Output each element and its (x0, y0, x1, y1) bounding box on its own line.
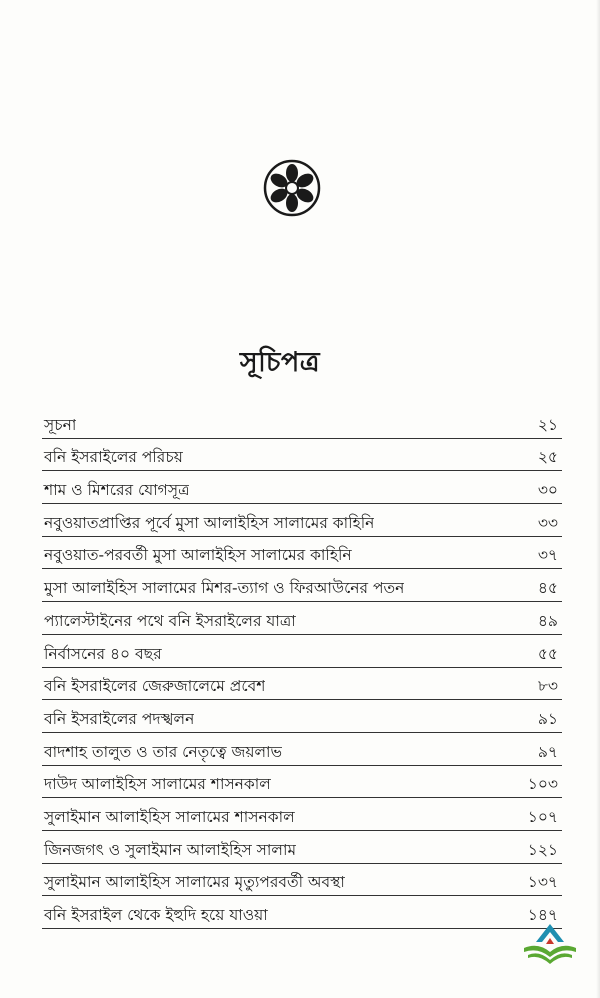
toc-entry-label: মুসা আলাইহিস সালামের মিশর-ত্যাগ ও ফিরআউনের পতন (44, 579, 405, 598)
flower-ornament-icon (262, 158, 322, 218)
toc-entry[interactable] (42, 504, 562, 537)
toc-entry[interactable] (42, 831, 562, 864)
toc-entry-page: ৩০ (537, 481, 558, 500)
toc-entry[interactable] (42, 406, 562, 439)
toc-entry-label: বনি ইসরাইলের পদস্খলন (44, 709, 195, 728)
toc-entry[interactable] (42, 537, 562, 570)
toc-entry-page: ২১ (537, 415, 558, 434)
toc-entry-page: ২৫ (537, 448, 558, 467)
page-edge (596, 0, 600, 998)
toc-entry-page: ১২১ (527, 840, 558, 859)
toc-entry-page: ৯৭ (537, 742, 558, 761)
toc-entry[interactable] (42, 798, 562, 831)
toc-entry[interactable] (42, 896, 562, 929)
toc-entry-label: সূচনা (44, 415, 77, 434)
toc-entry-label: বনি ইসরাইলের জেরুজালেমে প্রবেশ (44, 677, 266, 696)
toc-entry-page: ৯১ (537, 709, 558, 728)
book-publisher-logo-icon (520, 920, 580, 970)
toc-entry-page: ১০৩ (527, 775, 558, 794)
toc-entry-label: সুলাইমান আলাইহিস সালামের মৃত্যুপরবর্তী অবস্থা (44, 873, 345, 892)
toc-entry-label: জিনজগৎ ও সুলাইমান আলাইহিস সালাম (44, 840, 297, 859)
toc-entry-label: নবুওয়াত-পরবর্তী মুসা আলাইহিস সালামের কাহিনি (44, 546, 352, 565)
toc-entry-label: নির্বাসনের ৪০ বছর (44, 644, 162, 663)
toc-entry[interactable] (42, 700, 562, 733)
toc-entry-page: ১০৭ (527, 807, 558, 826)
toc-entry-page: ৩৭ (537, 546, 558, 565)
toc-entry[interactable] (42, 864, 562, 897)
toc-entry[interactable] (42, 733, 562, 766)
toc-entry-page: ৫৫ (537, 644, 558, 663)
toc-entry-label: সুলাইমান আলাইহিস সালামের শাসনকাল (44, 807, 295, 826)
toc-entry-label: বনি ইসরাইল থেকে ইহুদি হয়ে যাওয়া (44, 906, 268, 924)
toc-entry[interactable] (42, 569, 562, 602)
toc-entry[interactable] (42, 439, 562, 472)
toc-title: সূচিপত্র (239, 347, 321, 378)
toc-entry[interactable] (42, 766, 562, 799)
toc-entry-page: ৪৯ (537, 611, 558, 630)
toc-entry-label: বাদশাহ তালুত ও তার নেতৃত্বে জয়লাভ (44, 742, 283, 761)
toc-entry-page: ১৩৭ (527, 873, 558, 892)
toc-entry-page: ৮৩ (537, 677, 558, 696)
toc-entry-page: ৩৩ (537, 513, 558, 532)
toc-entry[interactable] (42, 602, 562, 635)
toc-entry-page: ৪৫ (537, 579, 558, 598)
toc-entry[interactable] (42, 668, 562, 701)
toc-entry-label: প্যালেস্টাইনের পথে বনি ইসরাইলের যাত্রা (44, 611, 296, 630)
toc-entry[interactable] (42, 471, 562, 504)
toc-entry-page: ১৪৭ (527, 906, 558, 924)
toc-entry-label: নবুওয়াতপ্রাপ্তির পূর্বে মুসা আলাইহিস সালামের কাহিনি (44, 513, 375, 532)
toc-entry-label: দাউদ আলাইহিস সালামের শাসনকাল (44, 775, 271, 794)
toc-entry-label: শাম ও মিশরের যোগসূত্র (44, 481, 190, 500)
toc-entry[interactable] (42, 635, 562, 668)
toc-entry-label: বনি ইসরাইলের পরিচয় (44, 448, 183, 467)
toc-list (42, 406, 562, 929)
